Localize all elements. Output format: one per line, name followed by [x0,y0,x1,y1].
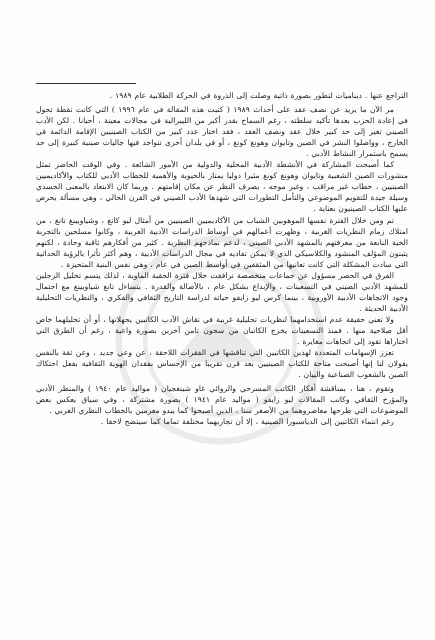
body-text [36,90,408,427]
paragraph: رغم انتماء الكاتبين إلى الدياسبورا الصينية ، إلا أن تجاربهما مختلفة تماما كما سيتضح لاحقا . [100,417,394,427]
header-rule [36,83,136,84]
paragraph: الفرق في الحصر مسؤول عن جماعات متخصصة ترافقت خلال فترة الحقبة الماوية ، لذلك يتسم تحليل الرجلين للمشهد الأدبي الصيني في التسعينات ، والإبداع بشكل عام ، بالأصالة والقدرة . يتساءل تانغ شياوبينغ مع احتمال وجود الاتجاهات الأدبية الأوروبية ، بينما كرس ليو زايفو حياته لدراسة التاريخ الثقافي والفكري ، والنظريات التحليلية الأدبية الحديثة . [36,270,408,313]
paragraph: التراجع عنها . ديناميات لتطور بصورة ذاتية وصلت إلى الذروة في الحركة الطلابية عام ١٩٨٩ . [109,91,408,100]
paragraph: تم ومن خلال الفترة نفسها الموهوبين الشباب من الأكاديميين الصينيين من أمثال ليو كانغ ، وشياوبينغ تانغ ، من امتلاك زمام النظريات الغربية ، وظهرت أعمالهم في أوساط الدراسات الأدبية الغربية ، وكانوا مسلحين بالتجربة الحية النابعة من معرفتهم بالمشهد الأدبي الصيني ، لدعم نماذجهم النظرية . كثير من أفكارهم ثاقبة وحادة ، لكنهم يتبنون المؤلف المنشود والكلاسيكي الذي لا يمكن تفاديه في مجال الدراسات الأدبية ، وهم أكثر تأثرا بالرؤية الحداثية التي سادت المشكلة التي كانت تعانيها من المثقفين في أواسط الصين في عام ، وهي نفس البنية المتحيزة . [36,215,408,269]
paragraph: وتقوم ، هنا ، بمناقشة أفكار الكاتب المسرحي والروائي غاو شينغجيان ( مواليد عام ١٩٤٠ ) والمنظر الأدبي والمؤرخ الثقافي وكاتب المقالات ليو زايفو ( مواليد عام ١٩٤١ ) بصورة مشتركة ، وفي سياق يعكس بعض الموضوعات التي طرحها معاصروهما من الأصغر سنا ، الذين أصبحوا كما يبدو مغرمين بالخطاب النظري الغربي . [36,384,409,416]
paragraph: ولا تعني حقيقة عدم استخدامهما لنظريات تحليلية غربية في نقاش الأدب الكاتبين يجهلانها ، أو أن تحليلهما خاص أقل صلاحية منها . فمنذ التسعينات يخرج الكاتبان من سجون تامن آخرين بصورة واعية ، رغم أن الطرق التي اختاراها تقود إلى اتجاهات مغايرة . [36,314,408,347]
paragraph: مر الآن ما يزيد عن نصف عقد على أحداث ١٩٨٩ ( كتبت هذه المقالة في عام ١٩٩٦ ) التي كانت نقطة تحول في إعادة الحزب بعدها تأكيد سلطته ، رغم السماح بقدر أكبر من الليبرالية في مجالات معينة ، أحيانا . لكن الأدب الصيني تغير إلى حد كبير خلال عقد ونصف العقد ، فقد اختار عدد كبير من الكتاب الصينيين الإقامة الدائمة في الخارج ، وواصلوا النشر في الصين وتايوان وهونغ كونغ ، أو في بلدان أخرى تتواجد فيها جاليات صينية كبيرة إلى حد يسمح باستمرار النشاط الأدبي . [36,105,408,159]
paragraph: تعزز الإسهامات المتعددة لهذين الكاتبين التي تناقشها في الفقرات اللاحقة ، عن وعي جديد ، وعن ثقة بالنفس يقولان لنا إنها أصبحت متاحة للكتاب الصينيين بعد قرن تقريبا من الإحساس بفقدان الهوية الثقافية بفعل احتكاك الصين بالشعوب الصناعية والبيان . [36,348,408,380]
paragraph: كما أصبحت المشاركة في الأنشطة الأدبية المحلية والدولية من الأمور الشائعة . وفي الوقت الحاضر تمثل منشورات الصين الشعبية وتايوان وهونغ كونغ مثيرا دوليا يمتاز بالحيوية والأهمية للخطاب الأدبي للكتاب والأكاديميين الصينيين ، خطاب غير مراقب ، وغير موجه ، بصرف النظر عن مكان إقامتهم . وربما كان الابتعاد بالمعنى الجسدي وسيلة جيدة للتقويم الموضوعي والتأمل التطورات التي شهدها الأدب الصيني في القرن الحالي ، وهي مسألة يحرص عليها الكتاب الصينيون بعناية . [36,160,408,214]
